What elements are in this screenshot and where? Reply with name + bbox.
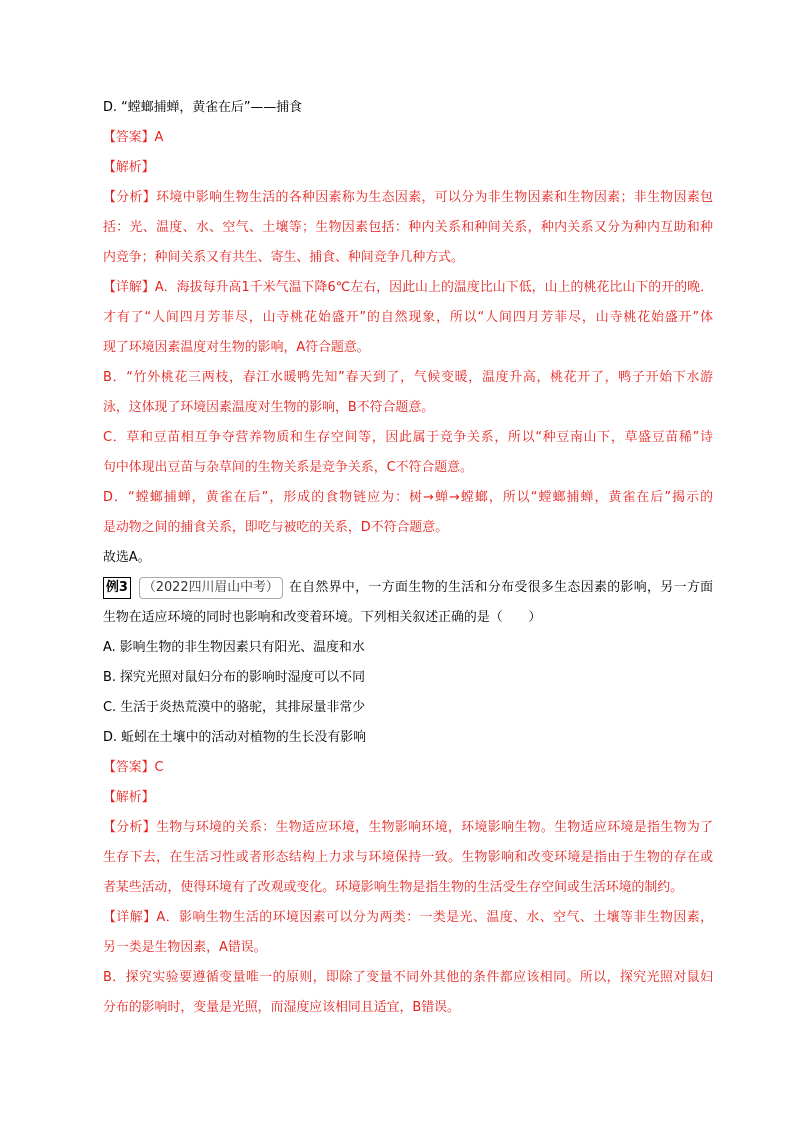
option-d: D. 蚯蚓在土壤中的活动对植物的生长没有影响 — [103, 730, 367, 745]
details-line: C．草和豆苗相互争夺营养物质和生存空间等，因此属于竞争关系，所以“种豆南山下，草盛豆苗稀”诗 — [103, 430, 713, 445]
question-stem-line: 在自然界中，一方面生物的生活和分布受很多生态因素的影响，另一方面 — [288, 580, 713, 595]
document-body — [103, 93, 713, 1023]
details-line: B．“竹外桃花三两枝，春江水暖鸭先知”春天到了，气候变暖，温度升高，桃花开了，鸭子开始下水游 — [103, 370, 713, 385]
analysis-line: 【分析】环境中影响生物生活的各种因素称为生态因素，可以分为非生物因素和生物因素；非生物因素包 — [103, 190, 713, 205]
analysis-line: 者某些活动，使得环境有了改观或变化。环境影响生物是指生物的生活受生存空间或生活环境的制约。 — [103, 880, 684, 895]
details-line: 【详解】A．海拔每升高1千米气温下降6℃左右，因此山上的温度比山下低，山上的桃花比山下的开的晚． — [103, 280, 713, 295]
details-line: 是动物之间的捕食关系，即吃与被吃的关系，D不符合题意。 — [103, 520, 449, 535]
details-line: 句中体现出豆苗与杂草间的生物关系是竞争关系，C不符合题意。 — [103, 460, 473, 475]
conclusion-line: 故选A。 — [103, 550, 151, 565]
details-line: D．“螳螂捕蝉，黄雀在后”，形成的食物链应为：树→蝉→螳螂，所以“螳螂捕蝉，黄雀在后”揭示的 — [103, 490, 713, 505]
analysis-label: 【解析】 — [103, 790, 155, 805]
example3-section — [103, 573, 713, 1023]
answer-line: 【答案】C — [103, 760, 164, 775]
example-label: 例3 — [103, 577, 131, 599]
example3-heading — [103, 573, 713, 603]
details-line: 泳，这体现了环境因素温度对生物的影响，B不符合题意。 — [103, 400, 435, 415]
analysis-line: 括：光、温度、水、空气、土壤等；生物因素包括：种内关系和种间关系，种内关系又分为种内互助和种 — [103, 220, 713, 235]
option-a: A. 影响生物的非生物因素只有阳光、温度和水 — [103, 640, 365, 655]
details-line: 分布的影响时，变量是光照，而湿度应该相同且适宜，B错误。 — [103, 1000, 460, 1015]
details-line: B．探究实验要遵循变量唯一的原则，即除了变量不同外其他的条件都应该相同。所以，探究光照对鼠妇 — [103, 970, 713, 985]
question-stem-line: 生物在适应环境的同时也影响和改变着环境。下列相关叙述正确的是（ ） — [103, 610, 542, 625]
analysis-line: 内竞争；种间关系又有共生、寄生、捕食、种间竞争几种方式。 — [103, 250, 464, 265]
details-line: 另一类是生物因素，A错误。 — [103, 940, 267, 955]
question2-section — [103, 93, 713, 573]
details-line: 现了环境因素温度对生物的影响，A符合题意。 — [103, 340, 370, 355]
analysis-line: 生存下去，在生活习性或者形态结构上力求与环境保持一致。生物影响和改变环境是指由于生物的存在或 — [103, 850, 713, 865]
option-b: B. 探究光照对鼠妇分布的影响时湿度可以不同 — [103, 670, 365, 685]
option-c: C. 生活于炎热荒漠中的骆驼，其排尿量非常少 — [103, 700, 366, 715]
details-line: 才有了“人间四月芳菲尽，山寺桃花始盛开”的自然现象，所以“人间四月芳菲尽，山寺桃花始盛开”体 — [103, 310, 713, 325]
analysis-label: 【解析】 — [103, 160, 155, 175]
analysis-line: 【分析】生物与环境的关系：生物适应环境，生物影响环境，环境影响生物。生物适应环境是指生物为了 — [103, 820, 713, 835]
exam-source-badge: （2022四川眉山中考） — [139, 577, 283, 599]
details-line: 【详解】A．影响生物生活的环境因素可以分为两类：一类是光、温度、水、空气、土壤等非生物因素， — [103, 910, 713, 925]
option-d: D. “螳螂捕蝉，黄雀在后”——捕食 — [103, 100, 303, 115]
answer-line: 【答案】A — [103, 130, 164, 145]
